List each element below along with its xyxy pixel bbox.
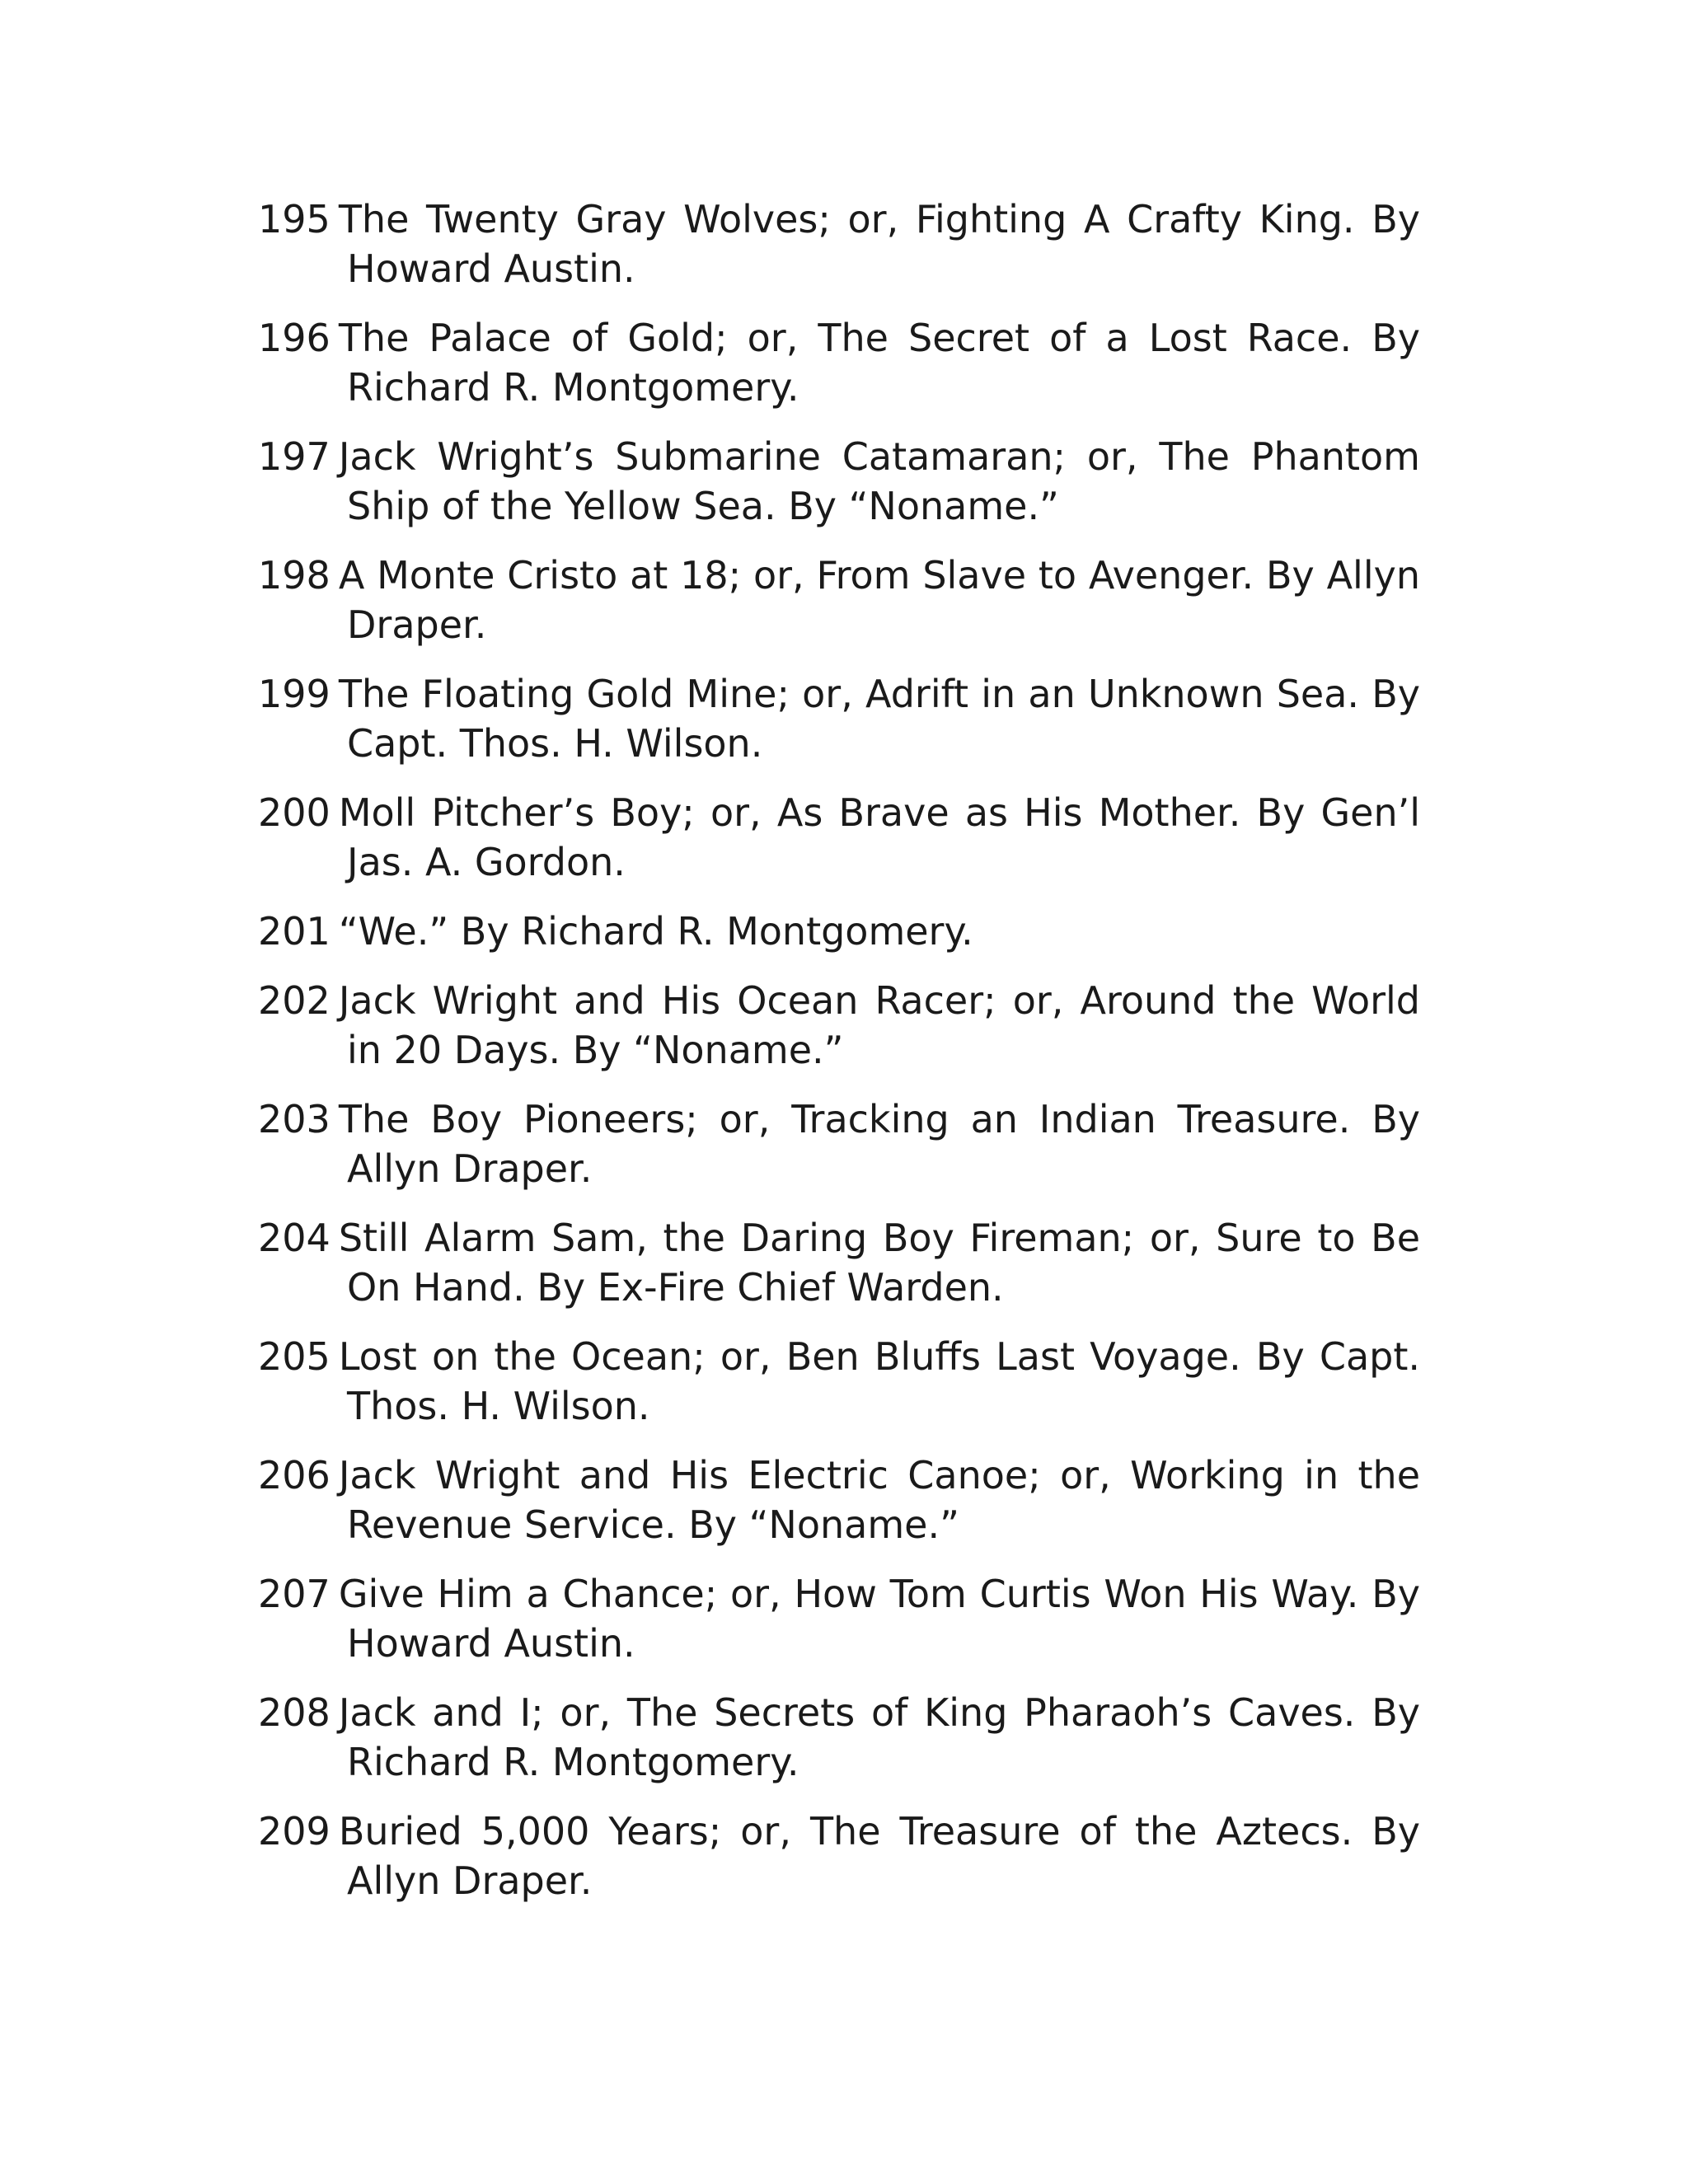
list-item [258,669,1420,768]
list-item [258,1451,1420,1549]
entry-text: Moll Pitcher’s Boy; or, As Brave as His Mother. By Gen’l Jas. A. Gordon. [338,790,1420,884]
entry-number: 195 [258,197,331,241]
list-item [258,551,1420,649]
entry-text: Jack Wright and His Electric Canoe; or, Working in the Revenue Service. By “Noname.” [338,1453,1420,1547]
entry-number: 209 [258,1809,331,1854]
list-item [258,1569,1420,1668]
entry-number: 204 [258,1216,331,1260]
list-item [258,976,1420,1075]
entry-number: 197 [258,434,331,479]
entry-text: A Monte Cristo at 18; or, From Slave to Avenger. By Allyn Draper. [338,553,1420,647]
entry-text: The Twenty Gray Wolves; or, Fighting A Crafty King. By Howard Austin. [338,197,1420,291]
entry-text: Jack Wright and His Ocean Racer; or, Around the World in 20 Days. By “Noname.” [338,978,1420,1072]
list-item [258,1688,1420,1787]
entry-text: Jack and I; or, The Secrets of King Pharaoh’s Caves. By Richard R. Montgomery. [338,1690,1420,1784]
entry-text: Still Alarm Sam, the Daring Boy Fireman; or, Sure to Be On Hand. By Ex-Fire Chief Warden. [338,1216,1420,1310]
entry-number: 207 [258,1572,331,1616]
list-item [258,1213,1420,1312]
entry-number: 202 [258,978,331,1023]
entry-number: 203 [258,1097,331,1141]
entry-text: “We.” By Richard R. Montgomery. [338,909,973,954]
list-item [258,313,1420,412]
entry-number: 208 [258,1690,331,1735]
entry-text: Give Him a Chance; or, How Tom Curtis Won His Way. By Howard Austin. [338,1572,1420,1666]
entry-text: The Boy Pioneers; or, Tracking an Indian Treasure. By Allyn Draper. [338,1097,1420,1191]
list-item [258,788,1420,887]
entry-number: 198 [258,553,331,598]
entry-text: The Floating Gold Mine; or, Adrift in an Unknown Sea. By Capt. Thos. H. Wilson. [338,672,1420,766]
list-item [258,432,1420,531]
entry-text: The Palace of Gold; or, The Secret of a Lost Race. By Richard R. Montgomery. [338,316,1420,410]
entry-number: 201 [258,909,331,954]
list-item [258,194,1420,293]
entry-number: 199 [258,672,331,716]
entry-text: Jack Wright’s Submarine Catamaran; or, The Phantom Ship of the Yellow Sea. By “Noname.” [338,434,1420,528]
entry-number: 206 [258,1453,331,1497]
list-item [258,1807,1420,1905]
entry-number: 205 [258,1334,331,1379]
list-item [258,1332,1420,1431]
entry-text: Buried 5,000 Years; or, The Treasure of the Aztecs. By Allyn Draper. [338,1809,1420,1903]
title-list [258,194,1420,1925]
entry-number: 196 [258,316,331,360]
entry-number: 200 [258,790,331,835]
entry-text: Lost on the Ocean; or, Ben Bluffs Last Voyage. By Capt. Thos. H. Wilson. [338,1334,1420,1428]
list-item [258,907,1420,956]
list-item [258,1094,1420,1193]
